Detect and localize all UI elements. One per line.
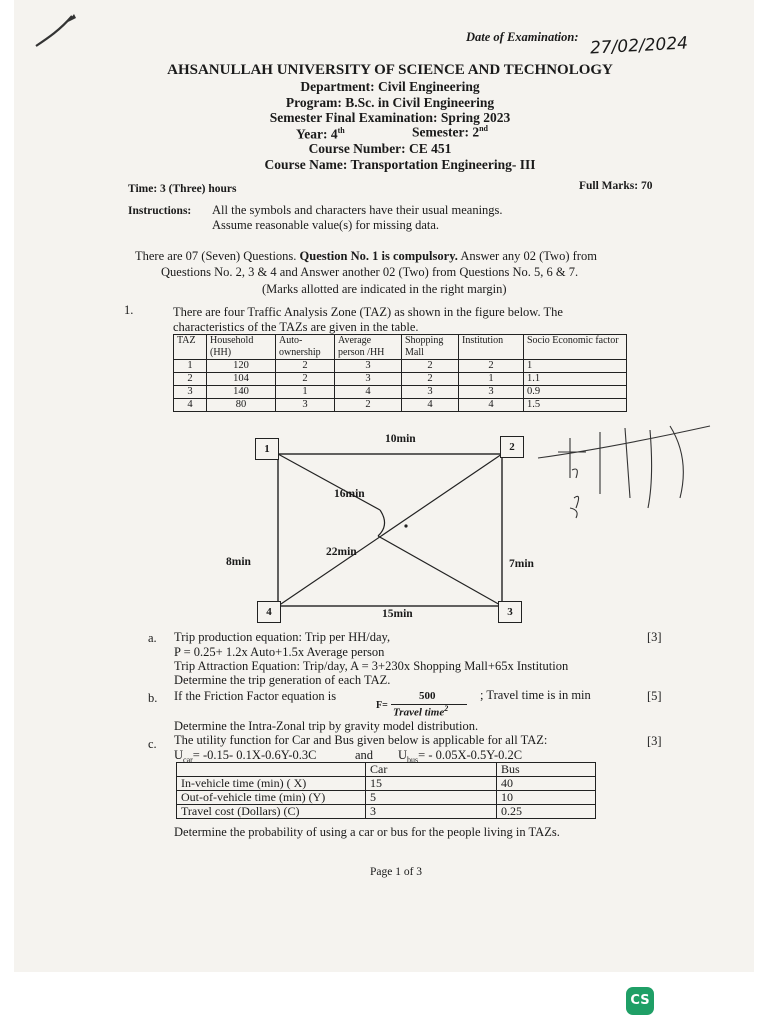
full-marks: Full Marks: 70 (579, 180, 653, 192)
table-cell: Travel cost (Dollars) (C) (177, 805, 366, 819)
table-row (177, 791, 596, 805)
instruction-2: Assume reasonable value(s) for missing data. (212, 218, 440, 232)
table-cell: 104 (207, 373, 276, 386)
date-of-exam-value: 27/02/2024 (589, 33, 689, 59)
table-row (174, 373, 627, 386)
q1c-label: c. (148, 737, 157, 751)
q1b-line-1-tail: ; Travel time is in min (480, 688, 591, 702)
taz-node-4: 4 (257, 601, 281, 623)
table-cell: 5 (366, 791, 497, 805)
university-title: AHSANULLAH UNIVERSITY OF SCIENCE AND TECHNOLOGY (167, 62, 613, 78)
q1-intro-1: There are four Traffic Analysis Zone (TAZ) as shown in the figure below. The (173, 305, 563, 319)
pen-mark-graphic (30, 8, 80, 52)
q1b-line-1: If the Friction Factor equation is (174, 689, 337, 703)
table-row (174, 386, 627, 399)
utility-and: and (355, 748, 374, 762)
camscanner-badge: CS (626, 987, 654, 1015)
taz-header-cell: Shopping Mall (402, 335, 459, 360)
travel-time-right: 7min (509, 558, 534, 570)
travel-time-bottom: 15min (382, 608, 413, 620)
taz-header-cell: Household (HH) (207, 335, 276, 360)
table-cell: In-vehicle time (min) ( X) (177, 777, 366, 791)
table-cell: 3 (366, 805, 497, 819)
utility-header-cell (177, 763, 366, 777)
travel-time-left: 8min (226, 556, 251, 568)
instructions-label: Instructions: (128, 205, 192, 217)
friction-f-label: F= (376, 700, 388, 711)
link-1-to-3-upper (278, 454, 380, 510)
table-cell: 1.5 (524, 399, 627, 412)
link-1-to-3-lower (378, 536, 502, 606)
friction-denominator (393, 704, 448, 719)
table-cell: 1 (459, 373, 524, 386)
course-number-line: Course Number: CE 451 (308, 141, 452, 156)
table-cell: 2 (335, 399, 402, 412)
semester-sup: nd (479, 124, 488, 133)
page-number: Page 1 of 3 (370, 866, 423, 878)
q1b-marks: [5] (647, 689, 662, 703)
year-sup: th (337, 126, 345, 135)
table-cell: 2 (402, 373, 459, 386)
table-cell: 4 (459, 399, 524, 412)
year-label: Year: 4 (296, 126, 338, 142)
rules-line-1b: Question No. 1 is compulsory. (299, 249, 458, 263)
taz-header-cell: TAZ (174, 335, 207, 360)
table-cell: 2 (459, 360, 524, 373)
taz-table (173, 334, 627, 412)
table-cell: 4 (335, 386, 402, 399)
table-cell: 3 (402, 386, 459, 399)
instruction-1: All the symbols and characters have their usual meanings. (212, 203, 503, 217)
table-cell: 0.9 (524, 386, 627, 399)
table-cell: 80 (207, 399, 276, 412)
semester-line (412, 124, 488, 141)
q1a-marks: [3] (647, 630, 662, 644)
rules-line-1 (135, 249, 597, 264)
q1c-marks: [3] (647, 734, 662, 748)
department-line: Department: Civil Engineering (300, 79, 480, 94)
utility-bus-u: U (398, 748, 408, 762)
table-cell: 10 (497, 791, 596, 805)
table-cell: 3 (276, 399, 335, 412)
table-row (177, 777, 596, 791)
table-row (174, 360, 627, 373)
semester-final-line: Semester Final Examination: Spring 2023 (269, 110, 511, 125)
table-cell: 3 (335, 373, 402, 386)
table-cell: 140 (207, 386, 276, 399)
table-cell: 3 (335, 360, 402, 373)
utility-header-cell: Car (366, 763, 497, 777)
table-cell: 0.25 (497, 805, 596, 819)
q1a-label: a. (148, 631, 157, 645)
q1b-line-2: Determine the Intra-Zonal trip by gravity model distribution. (174, 719, 479, 733)
handwritten-scribble-graphic (530, 418, 730, 528)
link-2-to-4 (278, 454, 502, 606)
friction-numerator: 500 (419, 690, 436, 702)
table-cell: 15 (366, 777, 497, 791)
table-cell: 1 (276, 386, 335, 399)
table-cell: 3 (174, 386, 207, 399)
taz-node-3: 3 (498, 601, 522, 623)
table-cell: 1.1 (524, 373, 627, 386)
rules-line-3: (Marks allotted are indicated in the right margin) (262, 282, 507, 296)
table-cell: 4 (402, 399, 459, 412)
table-cell: 120 (207, 360, 276, 373)
taz-table-header-row (174, 335, 627, 360)
table-row (177, 805, 596, 819)
rules-line-2: Questions No. 2, 3 & 4 and Answer another 02 (Two) from Questions No. 5, 6 & 7. (161, 265, 579, 279)
taz-node-2: 2 (500, 436, 524, 458)
table-cell: 1 (174, 360, 207, 373)
q1-number: 1. (124, 303, 134, 317)
time-line: Time: 3 (Three) hours (128, 183, 237, 195)
travel-time-diagonal-a: 16min (334, 488, 365, 500)
rules-line-1c: Answer any 02 (Two) from (460, 249, 597, 263)
utility-bus-eq: = - 0.05X-0.5Y-0.2C (418, 748, 523, 762)
utility-car-eq: = -0.15- 0.1X-0.6Y-0.3C (192, 748, 317, 762)
semester-label: Semester: 2 (412, 124, 480, 140)
table-cell: 2 (402, 360, 459, 373)
utility-table (176, 762, 596, 819)
utility-bus-sub: bus (407, 755, 419, 765)
table-cell: 2 (174, 373, 207, 386)
q1b-label: b. (148, 691, 158, 705)
table-cell: 4 (174, 399, 207, 412)
utility-car-u: U (174, 748, 184, 762)
date-of-exam-label: Date of Examination: (466, 30, 579, 44)
q1a-line-1: Trip production equation: Trip per HH/day, (174, 630, 391, 644)
table-cell: 3 (459, 386, 524, 399)
travel-time-top: 10min (385, 433, 416, 445)
taz-header-cell: Auto-ownership (276, 335, 335, 360)
friction-denominator-sup: 2 (444, 704, 449, 713)
taz-header-cell: Average person /HH (335, 335, 402, 360)
taz-header-cell: Socio Economic factor (524, 335, 627, 360)
table-row (174, 399, 627, 412)
rules-line-1a: There are 07 (Seven) Questions. (135, 249, 297, 263)
program-line: Program: B.Sc. in Civil Engineering (285, 95, 495, 110)
table-cell: Out-of-vehicle time (min) (Y) (177, 791, 366, 805)
link-curve (378, 510, 385, 536)
friction-denominator-text: Travel time (393, 706, 445, 719)
course-name-line: Course Name: Transportation Engineering- III (264, 157, 536, 172)
q1c-line-last: Determine the probability of using a car or bus for the people living in TAZs. (174, 825, 560, 839)
q1a-line-2: P = 0.25+ 1.2x Auto+1.5x Average person (174, 645, 385, 659)
q1a-line-3: Trip Attraction Equation: Trip/day, A = 3+230x Shopping Mall+65x Institution (174, 659, 569, 673)
taz-header-cell: Institution (459, 335, 524, 360)
travel-time-diagonal-b: 22min (326, 546, 357, 558)
figure-dot (404, 524, 407, 527)
taz-network-figure (250, 440, 530, 630)
table-cell: 2 (276, 373, 335, 386)
table-cell: 40 (497, 777, 596, 791)
utility-header-cell: Bus (497, 763, 596, 777)
q1-intro-2: characteristics of the TAZs are given in the table. (173, 320, 419, 334)
table-cell: 1 (524, 360, 627, 373)
taz-node-1: 1 (255, 438, 279, 460)
q1c-line-1: The utility function for Car and Bus given below is applicable for all TAZ: (174, 733, 548, 747)
utility-table-header-row (177, 763, 596, 777)
utility-car-sub: car (183, 755, 193, 765)
table-cell: 2 (276, 360, 335, 373)
q1a-line-4: Determine the trip generation of each TAZ. (174, 673, 391, 687)
